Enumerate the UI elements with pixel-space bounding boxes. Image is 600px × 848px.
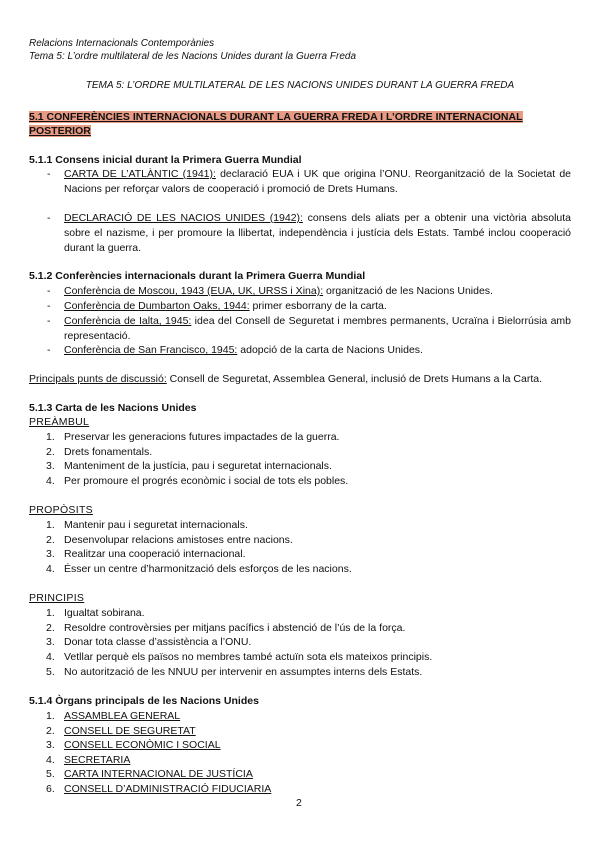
header-topic: Tema 5: L’ordre multilateral de les Nacions Unides durant la Guerra Freda [29,51,357,62]
page-number: 2 [296,797,302,809]
list-item: 3. Realitzar una cooperació internacional. [46,548,246,560]
list-item: 4. Ésser un centre d’harmonització dels esforços de les nacions. [46,563,352,575]
discussion-label: Principals punts de discussió: [29,373,167,385]
item-term: Conferència de Moscou, 1943 (EUA, UK, URSS i Xina): [64,285,324,297]
list-item: 4. Vetllar perquè els països no membres també actuïn sota els mateixos principis. [46,651,433,663]
list-item: 1. Igualtat sobirana. [46,607,145,619]
preamble-label: PREÀMBUL [29,416,90,428]
list-item: 5. CARTA INTERNACIONAL DE JUSTÍCIA [46,768,253,780]
item-term: Conferència de San Francisco, 1945: [64,344,238,356]
list-item: 3. Donar tota classe d’assistència a l’ONU. [46,636,252,648]
list-item: 1. Preservar les generacions futures impactades de la guerra. [46,431,340,443]
subheading-513: 5.1.3 Carta de les Nacions Unides [29,402,197,414]
list-item: 2. Resoldre controvèrsies per mitjans pacífics i abstenció de l’ús de la força. [46,622,406,634]
document-page: Relacions Internacionals Contemporànies Tema 5: L’ordre multilateral de les Nacions Unides durant la Guerra Freda TEMA 5: L’ORDRE MULTILATERAL DE LES NACIONS UNIDES DURANT LA GUERRA FREDA 5.1 CONFERÈNCIES INTERNACIONALS DURANT LA GUERRA FREDA I L’ORDRE INTERNACIONAL POSTERIOR 5.1.1 Consens inicial durant la Primera Guerra Mundial - CARTA DE L’ATLÀNTIC (1941): declaració EUA i UK que origina l’ONU. Reorganització de la Societat de Nacions per reforçar valors de cooperació i promoció de Drets Humans. - DECLARACIÓ DE LES NACIOS UNIDES (1942): consens dels aliats per a obtenir una victòria absoluta sobre el nazisme, i per promoure la llibertat, independència i justícia dels Estats. També inclou cooperació durant la guerra. 5.1.2 Conferències internacionals durant la Primera Guerra Mundial - Conferència de Moscou, 1943 (EUA, UK, URSS i Xina): organització de les Nacions Unides. - Conferència de Dumbarton Oaks, 1944: primer esborrany de la carta. - Conferència de Ialta, 1945: idea del Consell de Seguretat i membres permanents, Ucraïna i Bielorrúsia amb representació. - Conferència de San Francisco, 1945: adopció de la carta de Nacions Unides. Principals punts de discussió: Consell de Seguretat, Assemblea General, inclusió de Drets Humans a la Carta. 5.1.3 Carta de les Nacions Unides PREÀMBUL 1. Preservar les generacions futures impactades de la guerra. 2. Drets fonamentals. 3. Manteniment de la justícia, pau i seguretat internacionals. 4. Per promoure el progrés econòmic i social de tots els pobles. PROPÒSITS 1. Mantenir pau i seguretat internacionals. 2. Desenvolupar relacions amistoses entre nacions. 3. Realitzar una cooperació internacional. 4. Ésser un centre d’harmonització dels esforços de les nacions. PRINCIPIS 1. Igualtat sobirana. 2. Resoldre controvèrsies per mitjans pacífics i abstenció de l’ús de la força. 3. Donar tota classe d’assistència a l’ONU. 4. Vetllar perquè els països no membres també actuïn sota els mateixos principis. 5. No autorització de les NNUU per intervenir en assumptes interns dels Estats. 5.1.4 Òrgans principals de les Nacions Unides 1. ASSAMBLEA GENERAL 2. CONSELL DE SEGURETAT 3. CONSELL ECONÒMIC I SOCIAL 4. SECRETARIA 5. CARTA INTERNACIONAL DE JUSTÍCIA 6. CONSELL D’ADMINISTRACIÓ FIDUCIARIA 2 [0,0,600,848]
list-item: 6. CONSELL D’ADMINISTRACIÓ FIDUCIARIA [46,783,272,795]
principles-label: PRINCIPIS [29,592,85,604]
discussion-points [29,373,542,385]
section-title-text: 5.1 CONFERÈNCIES INTERNACIONALS DURANT LA GUERRA FREDA I L’ORDRE INTERNACIONAL POSTERIOR [29,111,523,137]
item-text: consens dels aliats per a obtenir una victòria absoluta sobre el nazisme, i per promoure la llibertat, independència i justícia dels Estats. També inclou cooperació durant la guerra. [64,212,572,254]
item-text: primer esborrany de la carta. [249,300,387,312]
subheading-511: 5.1.1 Consens inicial durant la Primera Guerra Mundial [29,154,302,166]
item-term: Conferència de Dumbarton Oaks, 1944: [64,300,250,312]
item-text: adopció de la carta de Nacions Unides. [237,344,423,356]
list-item: 4. SECRETARIA [46,754,131,766]
header-course: Relacions Internacionals Contemporànies [29,38,215,49]
list-item: 1. ASSAMBLEA GENERAL [46,710,181,722]
document-title: TEMA 5: L’ORDRE MULTILATERAL DE LES NACIONS UNIDES DURANT LA GUERRA FREDA [85,80,515,91]
list-item: 5. No autorització de les NNUU per intervenir en assumptes interns dels Estats. [46,666,423,678]
list-item: 1. Mantenir pau i seguretat internacionals. [46,519,248,531]
item-term: Conferència de Ialta, 1945: [64,315,192,327]
list-item: 3. Manteniment de la justícia, pau i seguretat internacionals. [46,460,332,472]
discussion-text: Consell de Seguretat, Assemblea General, inclusió de Drets Humans a la Carta. [166,373,543,385]
section-title [29,110,571,138]
purposes-label: PROPÒSITS [29,504,93,516]
list-item: 2. Drets fonamentals. [46,446,153,458]
list-item: 4. Per promoure el progrés econòmic i social de tots els pobles. [46,475,349,487]
list-item: 3. CONSELL ECONÒMIC I SOCIAL [46,739,221,751]
subheading-512: 5.1.2 Conferències internacionals durant la Primera Guerra Mundial [29,270,366,282]
item-term: DECLARACIÓ DE LES NACIOS UNIDES (1942): [64,212,303,224]
item-text: declaració EUA i UK que origina l’ONU. Reorganització de la Societat de Nacions per reforçar valors de cooperació i promoció de Drets Humans. [64,168,571,195]
list-item: 2. Desenvolupar relacions amistoses entre nacions. [46,534,293,546]
subheading-514: 5.1.4 Òrgans principals de les Nacions Unides [29,695,259,707]
item-text: idea del Consell de Seguretat i membres permanents, Ucraïna i Bielorrúsia amb representació. [64,315,572,342]
item-term: CARTA DE L’ATLÀNTIC (1941): [64,168,216,180]
list-item: 2. CONSELL DE SEGURETAT [46,725,196,737]
item-text: organització de les Nacions Unides. [323,285,493,297]
